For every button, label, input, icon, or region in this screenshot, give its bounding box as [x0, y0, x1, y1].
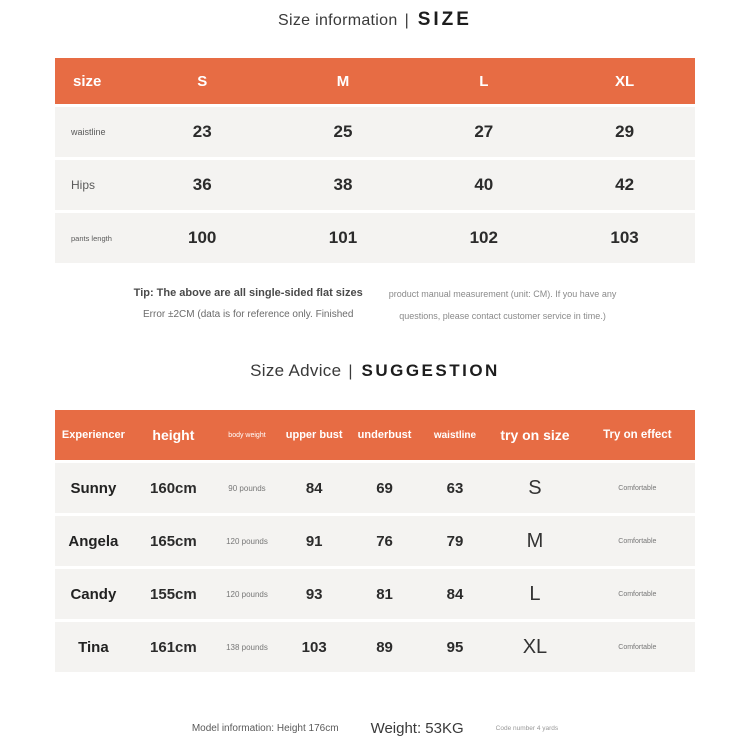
advice-header-experiencer: Experiencer — [61, 429, 125, 441]
size-col-header-l: L — [479, 72, 489, 90]
upper-bust-value: 91 — [305, 532, 323, 550]
hips-xl-value: 42 — [615, 175, 635, 194]
size-info-title-text: Size information — [278, 12, 398, 29]
pants-length-s-value: 100 — [188, 228, 217, 247]
tip-line-3: product manual measurement (unit: CM). If you have any — [388, 289, 617, 299]
size-table — [55, 58, 695, 263]
model-info-bar — [0, 720, 750, 737]
row-label-hips: Hips — [71, 178, 96, 192]
try-on-effect-value: Comfortable — [618, 484, 657, 492]
experiencer-weight: 120 pounds — [226, 589, 268, 599]
size-col-header-s: S — [197, 72, 208, 90]
advice-header-height: height — [152, 427, 195, 443]
hips-s-value: 36 — [192, 175, 212, 194]
tip-note-right-column — [389, 287, 617, 321]
size-advice-title-caps: SUGGESTION — [361, 361, 500, 380]
waistline-value: 79 — [446, 532, 464, 550]
experiencer-height: 155cm — [150, 585, 197, 603]
waistline-value: 95 — [446, 638, 464, 656]
pants-length-l-value: 102 — [469, 228, 498, 247]
experiencer-height: 161cm — [150, 638, 197, 656]
try-on-size-value: L — [529, 582, 541, 605]
advice-table-row-sunny — [55, 463, 695, 513]
size-table-row-pants-length — [55, 213, 695, 263]
size-table-corner-header: size — [73, 72, 102, 90]
experiencer-weight: 120 pounds — [226, 536, 268, 546]
try-on-size-value: S — [528, 476, 542, 499]
size-advice-title-text: Size Advice — [250, 361, 342, 380]
underbust-value: 89 — [376, 638, 393, 656]
row-label-waistline: waistline — [71, 127, 106, 137]
size-table-header-row — [55, 58, 695, 104]
try-on-effect-value: Comfortable — [618, 590, 657, 598]
size-table-row-hips — [55, 160, 695, 210]
advice-header-try-on-effect: Try on effect — [603, 429, 672, 441]
try-on-size-value: XL — [522, 635, 548, 658]
tip-line-1: Tip: The above are all single-sided flat sizes — [133, 287, 363, 299]
waistline-value: 63 — [446, 479, 464, 497]
try-on-effect-value: Comfortable — [618, 643, 657, 651]
experiencer-name: Tina — [78, 638, 109, 656]
tip-note — [0, 287, 750, 321]
size-table-row-waistline — [55, 107, 695, 157]
waistline-l-value: 27 — [474, 122, 494, 141]
experiencer-weight: 138 pounds — [226, 642, 268, 652]
experiencer-name: Sunny — [70, 479, 117, 497]
model-height-info: Model information: Height 176cm — [191, 723, 339, 734]
advice-header-body-weight: body weight — [228, 431, 266, 439]
underbust-value: 81 — [376, 585, 393, 603]
try-on-effect-value: Comfortable — [618, 537, 657, 545]
upper-bust-value: 103 — [301, 638, 327, 656]
advice-table — [55, 410, 695, 672]
size-info-title — [0, 8, 750, 33]
size-col-header-m: M — [336, 72, 350, 90]
experiencer-height: 165cm — [150, 532, 197, 550]
size-advice-title — [0, 359, 750, 384]
tip-line-4: questions, please contact customer service in time.) — [399, 311, 606, 321]
model-weight-info: Weight: 53KG — [370, 720, 464, 737]
underbust-value: 69 — [376, 479, 393, 497]
waistline-s-value: 23 — [192, 122, 212, 141]
upper-bust-value: 84 — [305, 479, 323, 497]
hips-m-value: 38 — [333, 175, 353, 194]
advice-table-row-candy — [55, 569, 695, 619]
experiencer-weight: 90 pounds — [228, 483, 266, 493]
tip-line-2: Error ±2CM (data is for reference only. Finished — [143, 309, 354, 320]
advice-header-upper-bust: upper bust — [285, 429, 343, 441]
size-info-title-caps: SIZE — [417, 9, 472, 30]
pants-length-xl-value: 103 — [610, 228, 639, 247]
experiencer-height: 160cm — [150, 479, 197, 497]
title-separator: | — [404, 12, 409, 29]
waistline-xl-value: 29 — [615, 122, 635, 141]
waistline-m-value: 25 — [333, 122, 353, 141]
advice-header-try-on-size: try on size — [500, 427, 570, 443]
underbust-value: 76 — [376, 532, 393, 550]
pants-length-m-value: 101 — [328, 228, 358, 247]
advice-table-row-tina — [55, 622, 695, 672]
try-on-size-value: M — [526, 529, 544, 552]
row-label-pants-length: pants length — [71, 233, 112, 243]
advice-header-underbust: underbust — [357, 429, 412, 441]
model-code-info: Code number 4 yards — [495, 725, 559, 732]
experiencer-name: Candy — [70, 585, 117, 603]
title-separator: | — [348, 363, 353, 380]
advice-table-row-angela — [55, 516, 695, 566]
hips-l-value: 40 — [474, 175, 494, 194]
advice-table-header-row — [55, 410, 695, 460]
experiencer-name: Angela — [68, 532, 119, 550]
waistline-value: 84 — [446, 585, 464, 603]
upper-bust-value: 93 — [305, 585, 323, 603]
advice-header-waistline: waistline — [433, 429, 477, 441]
tip-note-left-column — [134, 287, 363, 320]
size-col-header-xl: XL — [615, 72, 635, 90]
